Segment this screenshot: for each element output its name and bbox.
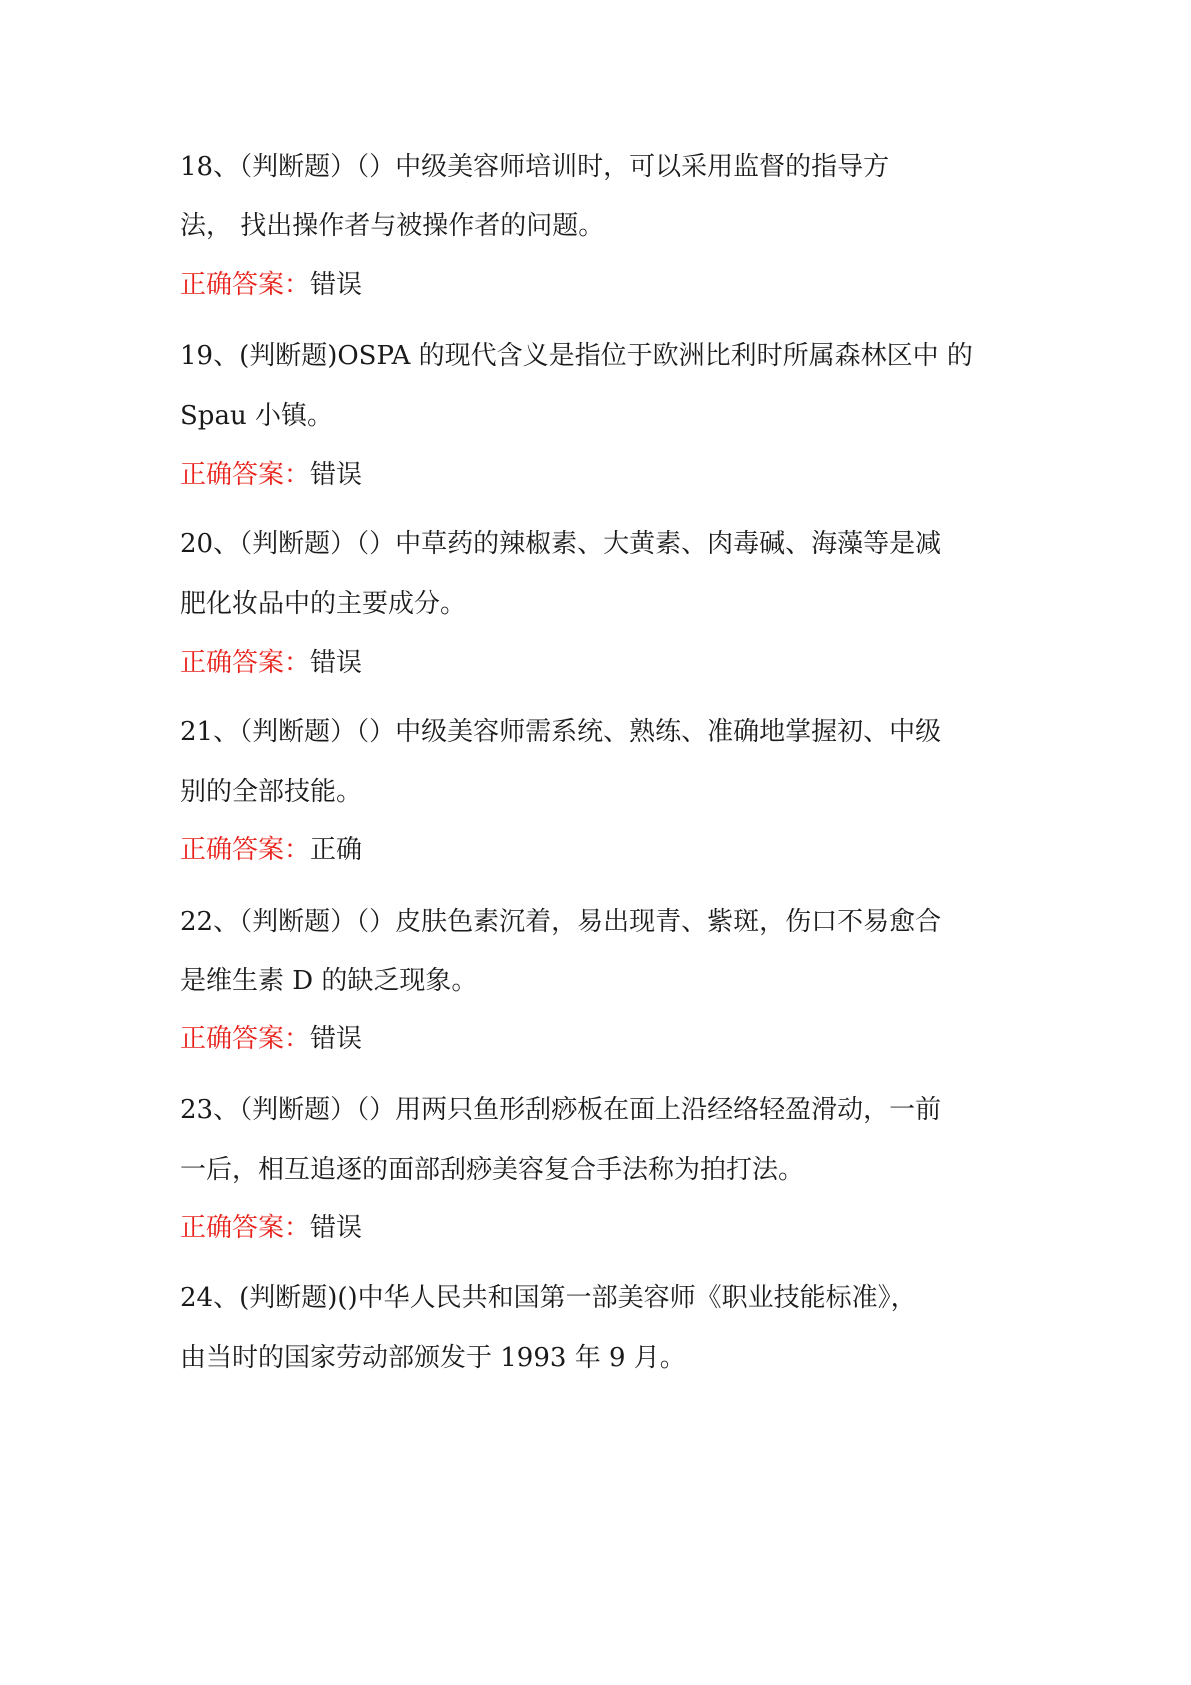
question-24-line-2: 由当时的国家劳动部颁发于 1993 年 9 月。 [180, 1343, 686, 1373]
answer-value: 错误 [310, 270, 363, 300]
answer-18 [180, 268, 362, 302]
answer-label: 正确答案： [180, 460, 311, 490]
answer-label: 正确答案： [180, 1213, 311, 1243]
answer-23 [180, 1211, 362, 1245]
question-18-line-2: 法， 找出操作者与被操作者的问题。 [180, 211, 605, 241]
question-21-line-2: 别的全部技能。 [180, 777, 363, 807]
answer-value: 错误 [310, 1213, 363, 1243]
question-20-line-2: 肥化妆品中的主要成分。 [180, 589, 467, 619]
answer-value: 错误 [310, 648, 363, 678]
answer-20 [180, 646, 362, 680]
question-21-line-1: 21、（判断题）（）中级美容师需系统、熟练、准确地掌握初、中级 [180, 717, 942, 747]
question-23-line-1: 23、（判断题）（）用两只鱼形刮痧板在面上沿经络轻盈滑动，一前 [180, 1095, 942, 1125]
question-24-line-1: 24、(判断题)()中华人民共和国第一部美容师《职业技能标准》， [180, 1283, 917, 1313]
answer-value: 错误 [310, 460, 363, 490]
question-23-line-2: 一后，相互追逐的面部刮痧美容复合手法称为拍打法。 [180, 1155, 805, 1185]
question-20-line-1: 20、（判断题）（）中草药的辣椒素、大黄素、肉毒碱、海藻等是减 [180, 529, 942, 559]
question-18-line-1: 18、（判断题）（）中级美容师培训时，可以采用监督的指导方 [180, 152, 890, 182]
answer-19 [180, 458, 362, 492]
answer-21 [180, 833, 362, 867]
answer-label: 正确答案： [180, 648, 311, 678]
answer-label: 正确答案： [180, 1024, 311, 1054]
answer-22 [180, 1022, 362, 1056]
answer-label: 正确答案： [180, 270, 311, 300]
answer-value: 错误 [310, 1024, 363, 1054]
answer-value: 正确 [310, 835, 363, 865]
question-22-line-1: 22、（判断题）（）皮肤色素沉着，易出现青、紫斑，伤口不易愈合 [180, 907, 942, 937]
question-19-line-1: 19、(判断题)OSPA 的现代含义是指位于欧洲比利时所属森林区中 的 [180, 341, 973, 371]
question-19-line-2: Spau 小镇。 [180, 401, 333, 431]
answer-label: 正确答案： [180, 835, 311, 865]
question-22-line-2: 是维生素 D 的缺乏现象。 [180, 966, 478, 996]
